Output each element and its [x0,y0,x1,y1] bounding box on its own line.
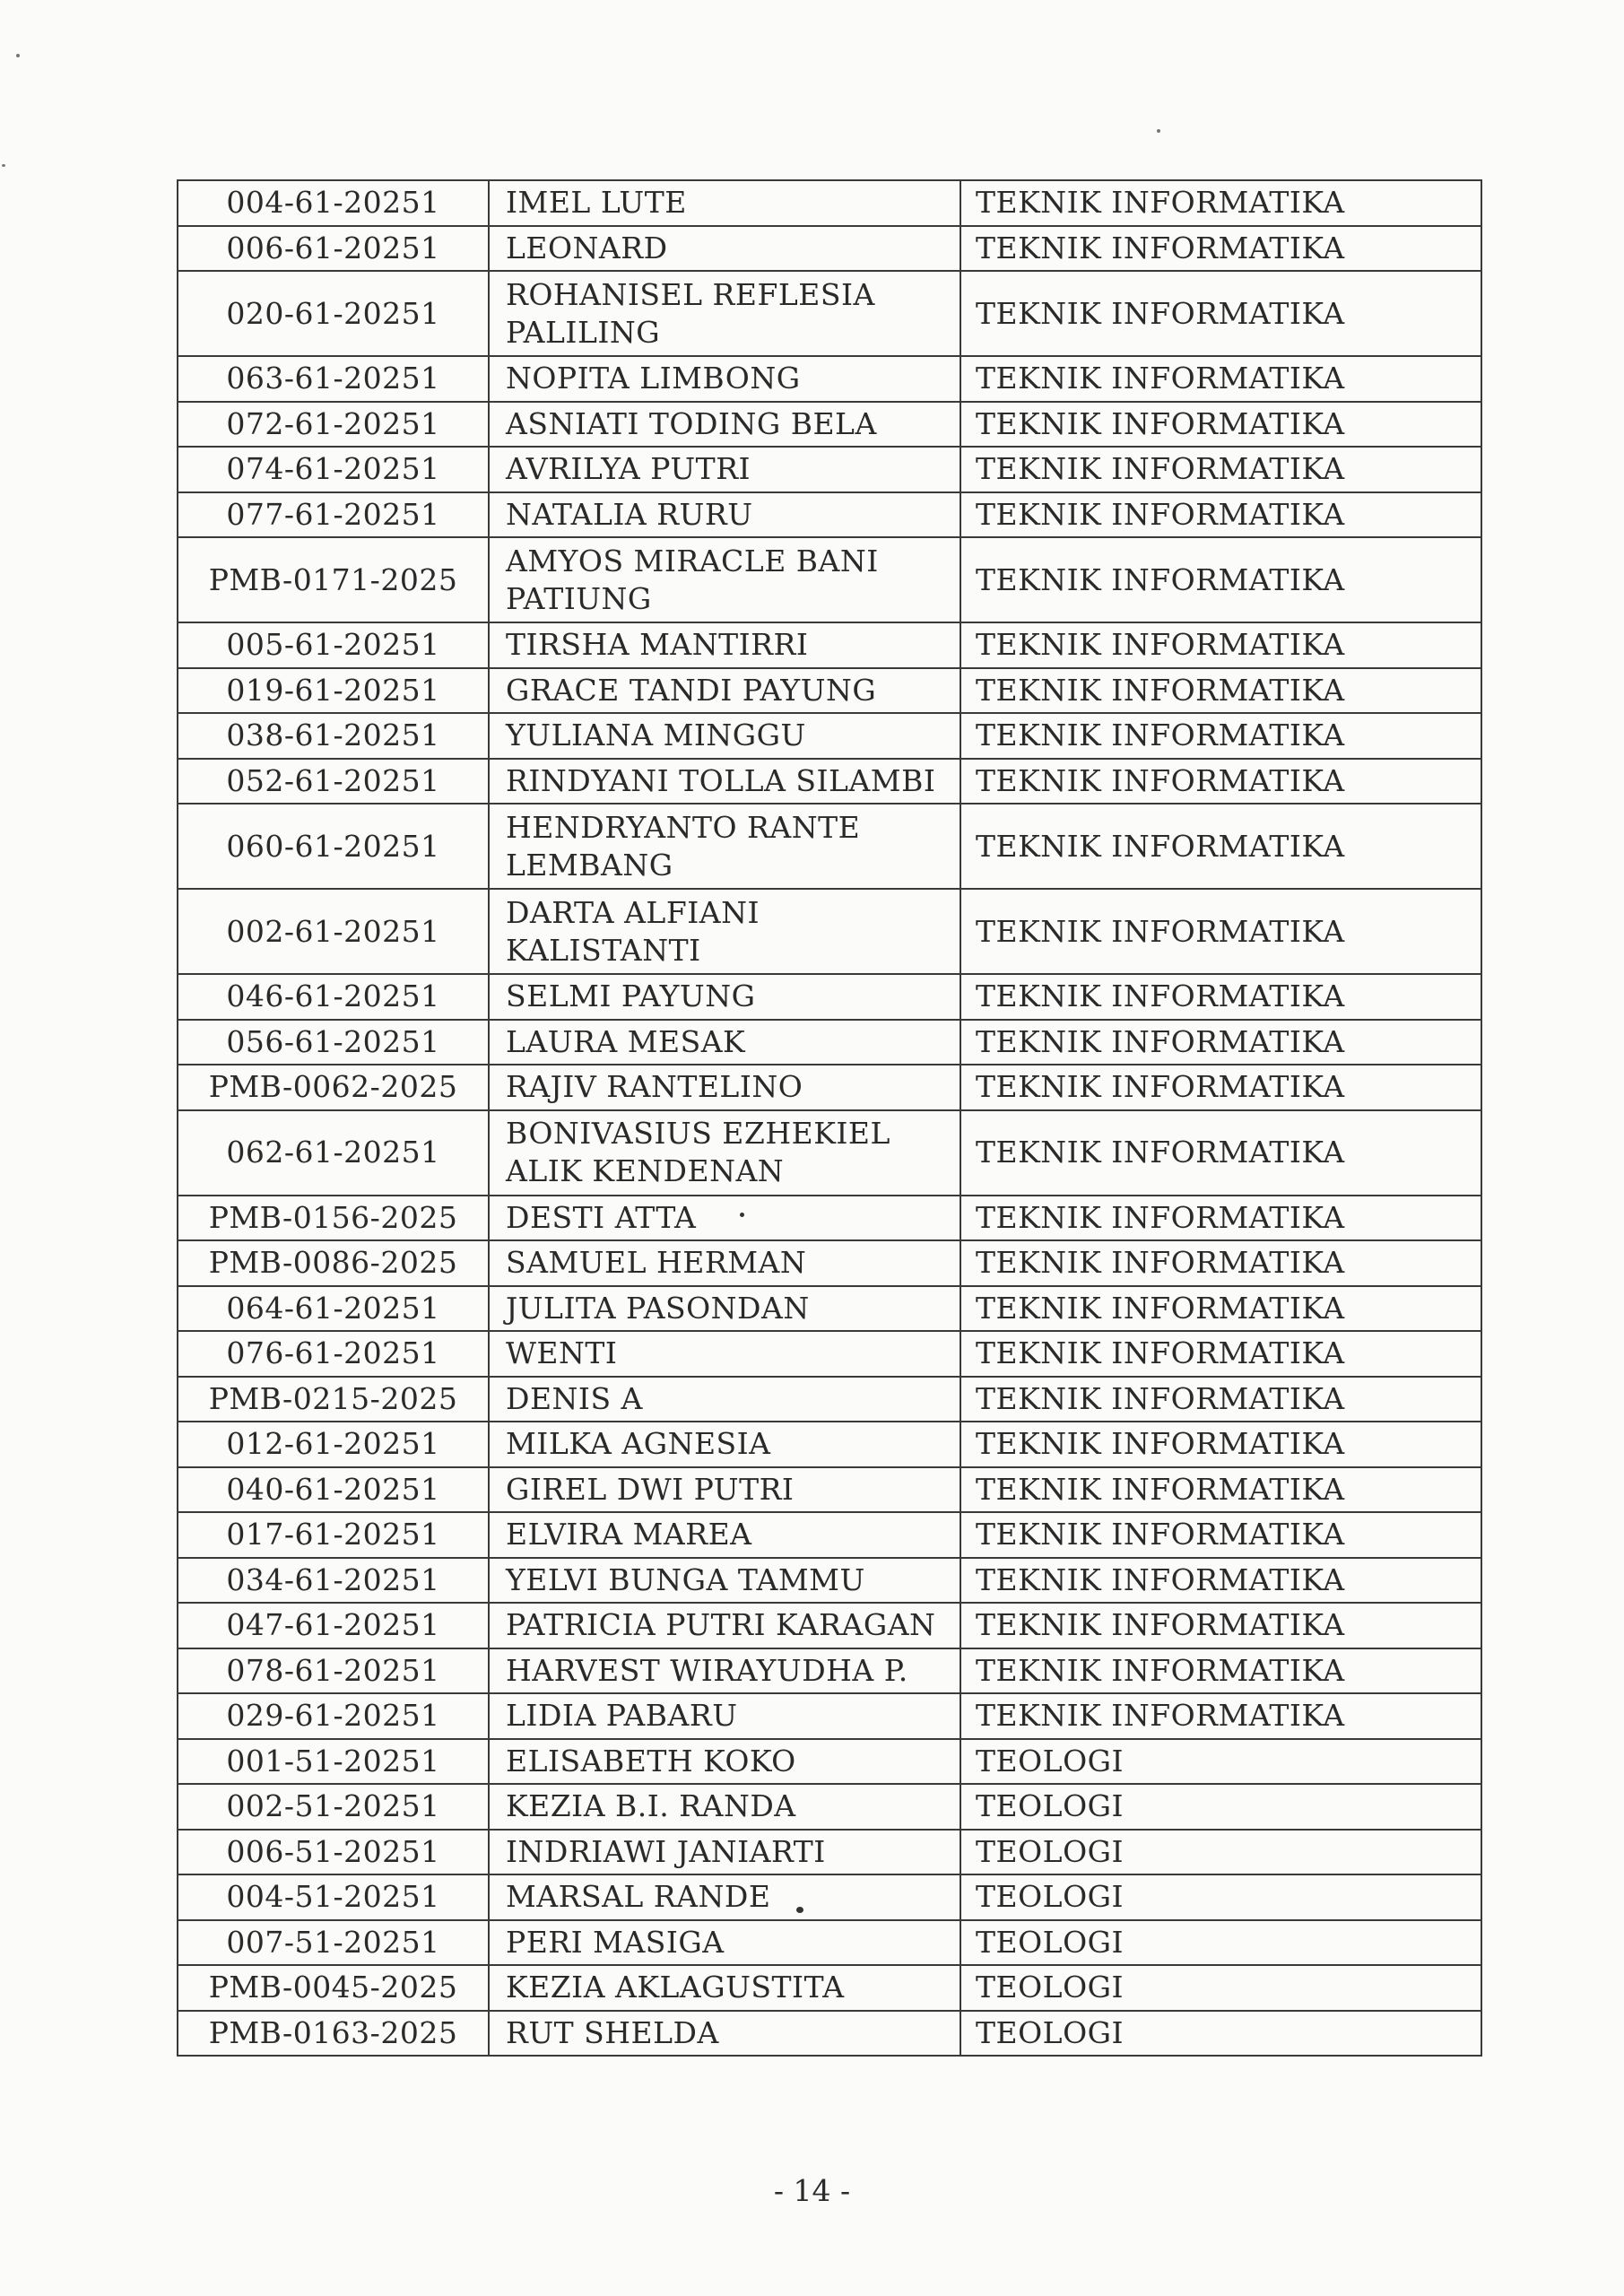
registration-number-cell: 047-61-20251 [178,1603,489,1648]
student-name-cell: INDRIAWI JANIARTI [489,1830,960,1875]
study-program-cell: TEOLOGI [960,2011,1481,2057]
registration-number-cell: PMB-0062-2025 [178,1065,489,1110]
registration-number-cell: 020-61-20251 [178,271,489,356]
study-program-cell: TEOLOGI [960,1965,1481,2011]
table-row [178,1558,1481,1604]
registration-number-cell: 040-61-20251 [178,1467,489,1513]
registration-number-cell: 060-61-20251 [178,804,489,889]
table-row [178,1020,1481,1065]
table-row [178,537,1481,622]
table-row [178,492,1481,538]
registration-number-cell: PMB-0215-2025 [178,1377,489,1422]
student-name-cell: PERI MASIGA [489,1920,960,1966]
study-program-cell: TEKNIK INFORMATIKA [960,759,1481,804]
registration-number-cell: 029-61-20251 [178,1693,489,1739]
table-row [178,804,1481,889]
student-name-cell: PATRICIA PUTRI KARAGAN [489,1603,960,1648]
study-program-cell: TEKNIK INFORMATIKA [960,1196,1481,1241]
student-name-cell: ELVIRA MAREA [489,1512,960,1558]
study-program-cell: TEOLOGI [960,1739,1481,1785]
student-name-cell: TIRSHA MANTIRRI [489,622,960,668]
registration-number-cell: PMB-0086-2025 [178,1240,489,1286]
registration-number-cell: 072-61-20251 [178,402,489,448]
registration-number-cell: 078-61-20251 [178,1648,489,1694]
study-program-cell: TEKNIK INFORMATIKA [960,271,1481,356]
registration-number-cell: PMB-0045-2025 [178,1965,489,2011]
student-name-cell: HENDRYANTO RANTE LEMBANG [489,804,960,889]
study-program-cell: TEOLOGI [960,1830,1481,1875]
registration-number-cell: 017-61-20251 [178,1512,489,1558]
study-program-cell: TEKNIK INFORMATIKA [960,447,1481,492]
student-name-cell: MARSAL RANDE [489,1874,960,1920]
registration-number-cell: 006-51-20251 [178,1830,489,1875]
student-name-cell: WENTI [489,1331,960,1377]
registration-number-cell: 004-51-20251 [178,1874,489,1920]
registration-number-cell: 038-61-20251 [178,713,489,759]
student-roster-table [177,179,1482,2057]
table-row [178,447,1481,492]
study-program-cell: TEKNIK INFORMATIKA [960,1422,1481,1467]
registration-number-cell: 005-61-20251 [178,622,489,668]
study-program-cell: TEKNIK INFORMATIKA [960,804,1481,889]
table-row [178,668,1481,714]
table-row [178,1467,1481,1513]
study-program-cell: TEKNIK INFORMATIKA [960,1110,1481,1196]
scan-speck [796,1907,803,1913]
student-name-cell: NATALIA RURU [489,492,960,538]
study-program-cell: TEKNIK INFORMATIKA [960,1603,1481,1648]
student-name-cell: KEZIA B.I. RANDA [489,1784,960,1830]
registration-number-cell: 074-61-20251 [178,447,489,492]
scan-speck [1157,129,1160,133]
page-number: - 14 - [773,2173,851,2208]
student-name-cell: RUT SHELDA [489,2011,960,2057]
table-row [178,1331,1481,1377]
study-program-cell: TEKNIK INFORMATIKA [960,1286,1481,1332]
study-program-cell: TEOLOGI [960,1920,1481,1966]
table-row [178,1830,1481,1875]
registration-number-cell: 007-51-20251 [178,1920,489,1966]
registration-number-cell: 077-61-20251 [178,492,489,538]
registration-number-cell: 056-61-20251 [178,1020,489,1065]
table-row [178,1240,1481,1286]
table-row [178,1110,1481,1196]
table-row [178,271,1481,356]
student-name-cell: MILKA AGNESIA [489,1422,960,1467]
student-name-cell: AMYOS MIRACLE BANI PATIUNG [489,537,960,622]
study-program-cell: TEKNIK INFORMATIKA [960,1020,1481,1065]
table-row [178,2011,1481,2057]
study-program-cell: TEKNIK INFORMATIKA [960,1648,1481,1694]
registration-number-cell: 002-51-20251 [178,1784,489,1830]
table-row [178,1648,1481,1694]
roster-body [178,180,1481,2056]
student-name-cell: LAURA MESAK [489,1020,960,1065]
student-name-cell: YULIANA MINGGU [489,713,960,759]
study-program-cell: TEKNIK INFORMATIKA [960,1512,1481,1558]
registration-number-cell: PMB-0163-2025 [178,2011,489,2057]
student-name-cell: GIREL DWI PUTRI [489,1467,960,1513]
student-name-cell: SAMUEL HERMAN [489,1240,960,1286]
registration-number-cell: 062-61-20251 [178,1110,489,1196]
table-row [178,402,1481,448]
study-program-cell: TEKNIK INFORMATIKA [960,1065,1481,1110]
study-program-cell: TEKNIK INFORMATIKA [960,668,1481,714]
student-name-cell: YELVI BUNGA TAMMU [489,1558,960,1604]
study-program-cell: TEKNIK INFORMATIKA [960,1240,1481,1286]
registration-number-cell: 064-61-20251 [178,1286,489,1332]
table-row [178,1784,1481,1830]
table-row [178,226,1481,272]
table-row [178,1920,1481,1966]
study-program-cell: TEKNIK INFORMATIKA [960,1467,1481,1513]
registration-number-cell: 076-61-20251 [178,1331,489,1377]
study-program-cell: TEKNIK INFORMATIKA [960,537,1481,622]
table-row [178,1693,1481,1739]
student-name-cell: ROHANISEL REFLESIA PALILING [489,271,960,356]
table-row [178,1196,1481,1241]
study-program-cell: TEKNIK INFORMATIKA [960,1331,1481,1377]
scan-speck [2,164,5,167]
student-name-cell: ELISABETH KOKO [489,1739,960,1785]
student-name-cell: JULITA PASONDAN [489,1286,960,1332]
student-name-cell: NOPITA LIMBONG [489,356,960,402]
registration-number-cell: 004-61-20251 [178,180,489,226]
table-row [178,1377,1481,1422]
table-row [178,1603,1481,1648]
registration-number-cell: PMB-0156-2025 [178,1196,489,1241]
study-program-cell: TEKNIK INFORMATIKA [960,974,1481,1020]
student-name-cell: DARTA ALFIANI KALISTANTI [489,889,960,974]
student-name-cell: LEONARD [489,226,960,272]
table-row [178,1965,1481,2011]
table-row [178,889,1481,974]
registration-number-cell: 034-61-20251 [178,1558,489,1604]
student-name-cell: AVRILYA PUTRI [489,447,960,492]
table-row [178,974,1481,1020]
student-name-cell: BONIVASIUS EZHEKIEL ALIK KENDENAN [489,1110,960,1196]
student-name-cell: IMEL LUTE [489,180,960,226]
study-program-cell: TEOLOGI [960,1784,1481,1830]
study-program-cell: TEKNIK INFORMATIKA [960,1558,1481,1604]
registration-number-cell: 006-61-20251 [178,226,489,272]
registration-number-cell: 019-61-20251 [178,668,489,714]
study-program-cell: TEKNIK INFORMATIKA [960,1377,1481,1422]
student-name-cell: DENIS A [489,1377,960,1422]
table-row [178,1512,1481,1558]
study-program-cell: TEKNIK INFORMATIKA [960,492,1481,538]
student-name-cell: DESTI ATTA [489,1196,960,1241]
table-row [178,1065,1481,1110]
table-row [178,180,1481,226]
student-name-cell: RAJIV RANTELINO [489,1065,960,1110]
study-program-cell: TEOLOGI [960,1874,1481,1920]
student-name-cell: GRACE TANDI PAYUNG [489,668,960,714]
student-name-cell: ASNIATI TODING BELA [489,402,960,448]
study-program-cell: TEKNIK INFORMATIKA [960,180,1481,226]
study-program-cell: TEKNIK INFORMATIKA [960,889,1481,974]
student-name-cell: HARVEST WIRAYUDHA P. [489,1648,960,1694]
study-program-cell: TEKNIK INFORMATIKA [960,226,1481,272]
scan-speck [740,1213,744,1217]
registration-number-cell: 001-51-20251 [178,1739,489,1785]
registration-number-cell: 046-61-20251 [178,974,489,1020]
registration-number-cell: 063-61-20251 [178,356,489,402]
student-name-cell: SELMI PAYUNG [489,974,960,1020]
table-row [178,356,1481,402]
registration-number-cell: 052-61-20251 [178,759,489,804]
table-row [178,1874,1481,1920]
table-row [178,1286,1481,1332]
table-row [178,713,1481,759]
study-program-cell: TEKNIK INFORMATIKA [960,402,1481,448]
registration-number-cell: PMB-0171-2025 [178,537,489,622]
study-program-cell: TEKNIK INFORMATIKA [960,356,1481,402]
study-program-cell: TEKNIK INFORMATIKA [960,1693,1481,1739]
registration-number-cell: 012-61-20251 [178,1422,489,1467]
table-row [178,1422,1481,1467]
student-name-cell: KEZIA AKLAGUSTITA [489,1965,960,2011]
registration-number-cell: 002-61-20251 [178,889,489,974]
study-program-cell: TEKNIK INFORMATIKA [960,622,1481,668]
table-row [178,1739,1481,1785]
table-row [178,759,1481,804]
table-row [178,622,1481,668]
student-name-cell: LIDIA PABARU [489,1693,960,1739]
student-name-cell: RINDYANI TOLLA SILAMBI [489,759,960,804]
scan-speck [16,54,20,57]
study-program-cell: TEKNIK INFORMATIKA [960,713,1481,759]
